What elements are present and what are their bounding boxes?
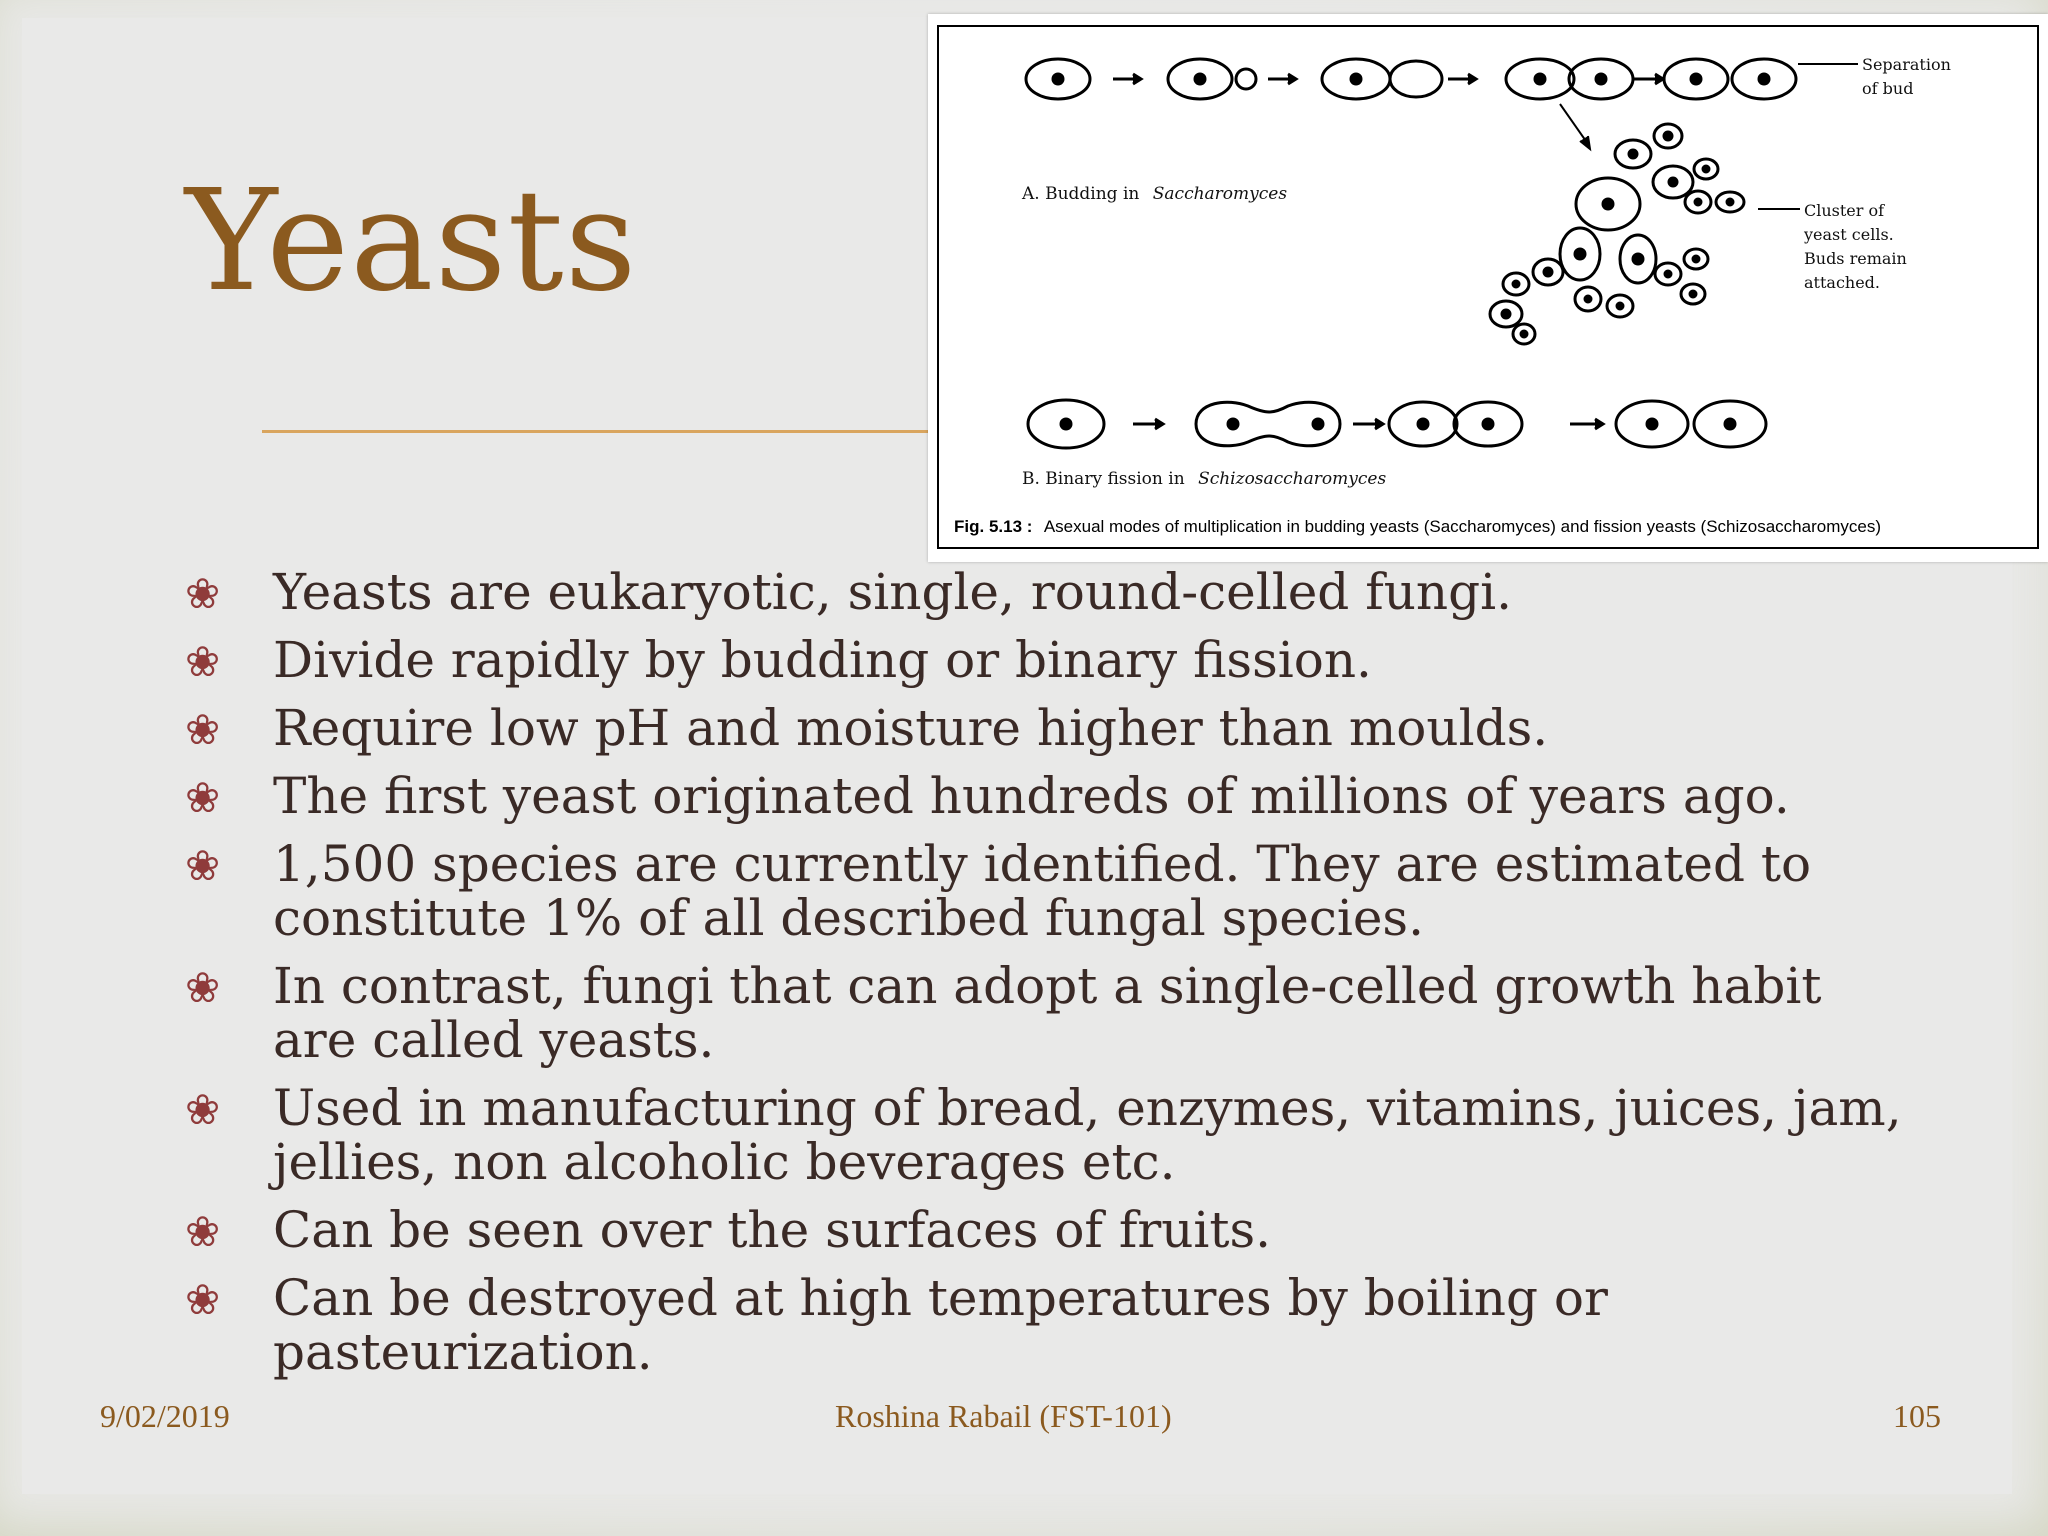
- label-fission: B. Binary fission in Schizosaccharomyces: [1022, 469, 1387, 489]
- bullet-item: ❀ In contrast, fungi that can adopt a single-celled growth habit are called yeasts.: [185, 957, 1822, 1069]
- footer-date: 9/02/2019: [100, 1398, 230, 1434]
- bullet-item: ❀ 1,500 species are currently identified. They are estimated to constitute 1% of all described fungal species.: [185, 835, 1812, 947]
- bullet-ornament-icon: ❀: [185, 1275, 221, 1324]
- yeast-reproduction-figure: [928, 14, 2048, 562]
- cluster-label-2: yeast cells.: [1804, 225, 1894, 244]
- separation-label-1: Separation: [1862, 55, 1951, 74]
- separation-label-2: of bud: [1862, 79, 1914, 98]
- bullet-ornament-icon: ❀: [185, 569, 221, 618]
- bullet-item: ❀ Yeasts are eukaryotic, single, round-celled fungi.: [185, 563, 1512, 621]
- budding-sequence: [1026, 59, 1858, 149]
- footer-author: Roshina Rabail (FST-101): [835, 1398, 1172, 1434]
- title-divider: [262, 430, 932, 433]
- yeast-diagram: [928, 14, 2048, 562]
- bullet-item: ❀ Divide rapidly by budding or binary fission.: [185, 631, 1372, 689]
- page-number: 105: [1893, 1398, 1941, 1434]
- figure-caption: Fig. 5.13 : Asexual modes of multiplication in budding yeasts (Saccharomyces) and fission yeasts (Schizosaccharomyces): [954, 517, 1881, 536]
- bullet-ornament-icon: ❀: [185, 1207, 221, 1256]
- bullet-item: ❀ The first yeast originated hundreds of millions of years ago.: [185, 767, 1790, 825]
- bullet-item: ❀ Used in manufacturing of bread, enzymes, vitamins, juices, jam, jellies, non alcoholic beverages etc.: [185, 1079, 1902, 1191]
- cluster-label-4: attached.: [1804, 273, 1880, 292]
- slide-title: Yeasts: [185, 160, 638, 323]
- bullet-ornament-icon: ❀: [185, 637, 221, 686]
- bullet-ornament-icon: ❀: [185, 705, 221, 754]
- bullet-ornament-icon: ❀: [185, 841, 221, 890]
- fission-sequence: [1028, 400, 1766, 448]
- bullet-list: [185, 565, 1905, 1393]
- cluster-label-3: Buds remain: [1804, 249, 1907, 268]
- bullet-item: ❀ Can be seen over the surfaces of fruits.: [185, 1201, 1272, 1259]
- yeast-cluster: [1490, 124, 1800, 344]
- bullet-item: ❀ Can be destroyed at high temperatures by boiling or pasteurization.: [185, 1269, 1608, 1381]
- bullet-ornament-icon: ❀: [185, 1085, 221, 1134]
- cluster-label-1: Cluster of: [1804, 201, 1885, 220]
- label-budding: A. Budding in Saccharomyces: [1022, 184, 1288, 204]
- bullet-item: ❀ Require low pH and moisture higher than moulds.: [185, 699, 1549, 757]
- bullet-ornament-icon: ❀: [185, 963, 221, 1012]
- bullet-ornament-icon: ❀: [185, 773, 221, 822]
